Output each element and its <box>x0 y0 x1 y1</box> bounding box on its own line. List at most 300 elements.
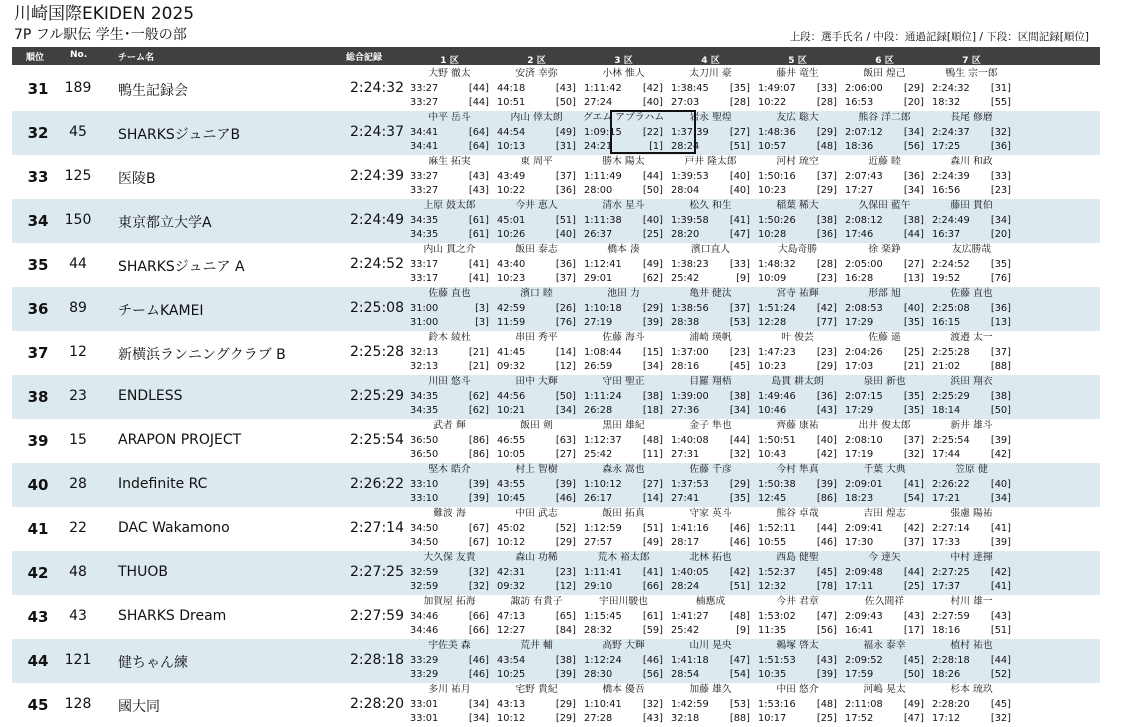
leg-cell <box>928 375 1015 419</box>
passing-record-line <box>580 214 667 229</box>
split-record-line <box>580 624 667 639</box>
split-record-line <box>406 184 493 199</box>
runner-name: 楠應成 <box>695 596 726 607</box>
leg-cell <box>667 155 754 199</box>
team-name: チームKAMEI <box>118 303 204 319</box>
split-record-line <box>493 624 580 639</box>
passing-record: 1:49:46 <box>758 390 796 402</box>
split-rank: [40] <box>555 229 576 240</box>
split-record-line <box>841 140 928 155</box>
leg-cell <box>928 199 1015 243</box>
table-row <box>12 111 1100 155</box>
team-number: 12 <box>69 344 87 360</box>
leg-cell <box>580 243 667 287</box>
leg-cell <box>667 331 754 375</box>
passing-record-line <box>841 522 928 537</box>
split-record: 27:57 <box>584 537 613 548</box>
split-record: 28:00 <box>584 185 613 196</box>
passing-rank: [37] <box>816 170 837 182</box>
runner-name: 徐 楽錚 <box>868 244 901 255</box>
split-rank: [20] <box>903 97 924 108</box>
passing-rank: [15] <box>642 346 663 358</box>
split-rank: [48] <box>816 141 837 152</box>
header-leg-6: 6 区 <box>875 56 894 66</box>
split-rank: [46] <box>468 669 489 680</box>
passing-record: 1:47:23 <box>758 346 796 358</box>
passing-rank: [45] <box>816 566 837 578</box>
table-row <box>12 639 1100 683</box>
split-record: 36:50 <box>410 449 439 460</box>
passing-record: 2:09:41 <box>845 522 883 534</box>
split-record: 17:46 <box>845 229 874 240</box>
passing-record-line <box>928 82 1015 97</box>
passing-rank: [49] <box>903 698 924 710</box>
leg-cell <box>928 331 1015 375</box>
passing-rank: [29] <box>816 126 837 138</box>
leg-cell <box>580 331 667 375</box>
passing-record: 1:12:37 <box>584 434 622 446</box>
leg-cell <box>928 111 1015 155</box>
passing-record-line <box>754 82 841 97</box>
runner-name: 河嶋 晃太 <box>863 684 906 695</box>
split-record-line <box>841 668 928 683</box>
team-rank: 31 <box>27 80 49 98</box>
passing-record: 1:10:12 <box>584 478 622 490</box>
passing-rank: [41] <box>990 522 1011 534</box>
split-rank: [29] <box>555 537 576 548</box>
leg-cell <box>841 155 928 199</box>
split-record-line <box>493 404 580 419</box>
passing-record: 33:29 <box>410 654 439 666</box>
team-rank: 32 <box>27 124 49 142</box>
runner-name: 上原 鼓太郎 <box>423 200 476 211</box>
header-no: No. <box>70 50 88 60</box>
split-record: 28:54 <box>671 669 700 680</box>
leg-cell <box>841 199 928 243</box>
leg-cell <box>406 67 493 111</box>
passing-record: 2:27:14 <box>932 522 970 534</box>
passing-record-line <box>580 302 667 317</box>
runner-name: 濱口 睦 <box>520 288 553 299</box>
split-rank: [66] <box>642 581 663 592</box>
team-number: 121 <box>64 652 92 668</box>
passing-record: 43:40 <box>497 258 526 270</box>
passing-record-line <box>406 522 493 537</box>
split-rank: [42] <box>816 449 837 460</box>
leg-cell <box>928 67 1015 111</box>
team-number: 23 <box>69 388 87 404</box>
split-record: 10:51 <box>497 97 526 108</box>
split-rank: [39] <box>555 669 576 680</box>
table-header <box>12 47 1100 65</box>
team-rank: 40 <box>27 476 49 494</box>
leg-cell <box>928 595 1015 639</box>
team-total-time: 2:27:59 <box>350 608 404 624</box>
passing-rank: [23] <box>816 346 837 358</box>
split-record-line <box>667 272 754 287</box>
passing-rank: [42] <box>990 566 1011 578</box>
leg-cell <box>667 639 754 683</box>
split-record: 27:24 <box>584 97 613 108</box>
split-record-line <box>754 668 841 683</box>
passing-record-line <box>754 302 841 317</box>
leg-cell <box>841 111 928 155</box>
split-record-line <box>493 580 580 595</box>
split-rank: [40] <box>729 185 750 196</box>
passing-rank: [63] <box>555 434 576 446</box>
team-rank: 44 <box>27 652 49 670</box>
passing-record: 1:38:23 <box>671 258 709 270</box>
split-rank: [46] <box>729 537 750 548</box>
table-row <box>12 595 1100 639</box>
passing-rank: [34] <box>903 126 924 138</box>
passing-rank: [22] <box>642 126 663 138</box>
leg-cell <box>406 595 493 639</box>
passing-record: 1:50:38 <box>758 478 796 490</box>
leg-cell <box>580 507 667 551</box>
runner-name: 諏訪 有貴子 <box>510 596 563 607</box>
passing-record: 2:27:25 <box>932 566 970 578</box>
runner-name: 亀井 健汰 <box>689 288 732 299</box>
passing-record: 33:01 <box>410 698 439 710</box>
team-rank: 43 <box>27 608 49 626</box>
split-rank: [43] <box>816 405 837 416</box>
split-rank: [21] <box>468 361 489 372</box>
header-leg-2: 2 区 <box>527 56 546 66</box>
split-record-line <box>667 404 754 419</box>
passing-rank: [38] <box>816 214 837 226</box>
runner-name: 飯田 拓真 <box>602 508 645 519</box>
leg-cell <box>406 551 493 595</box>
split-record-line <box>928 360 1015 375</box>
passing-record-line <box>406 698 493 713</box>
split-record: 28:16 <box>671 361 700 372</box>
passing-rank: [29] <box>642 302 663 314</box>
split-record-line <box>493 668 580 683</box>
header-leg-3: 3 区 <box>614 56 633 66</box>
leg-cell <box>754 639 841 683</box>
passing-record-line <box>841 478 928 493</box>
team-rank: 39 <box>27 432 49 450</box>
leg-cell <box>754 67 841 111</box>
passing-record: 1:12:41 <box>584 258 622 270</box>
leg-cell <box>841 331 928 375</box>
row-legend: 上段：選手氏名 / 中段：通過記録[順位] / 下段：区間記録[順位] <box>789 31 1089 43</box>
leg-cell <box>928 155 1015 199</box>
split-record-line <box>580 228 667 243</box>
passing-rank: [32] <box>642 698 663 710</box>
passing-record: 31:00 <box>410 302 439 314</box>
split-record: 12:32 <box>758 581 787 592</box>
team-total-time: 2:28:18 <box>350 652 404 668</box>
passing-record-line <box>406 214 493 229</box>
split-record-line <box>841 448 928 463</box>
leg-cell <box>928 683 1015 727</box>
passing-rank: [27] <box>903 258 924 270</box>
split-rank: [54] <box>729 669 750 680</box>
runner-name: 戸井 隆太郎 <box>684 156 737 167</box>
passing-record: 34:41 <box>410 126 439 138</box>
split-record: 10:21 <box>497 405 526 416</box>
runner-name: 藤田 貫伯 <box>950 200 993 211</box>
passing-rank: [27] <box>642 478 663 490</box>
passing-record: 1:53:02 <box>758 610 796 622</box>
split-record-line <box>928 140 1015 155</box>
passing-rank: [38] <box>555 654 576 666</box>
split-record: 10:23 <box>497 273 526 284</box>
passing-record-line <box>667 566 754 581</box>
passing-record-line <box>754 434 841 449</box>
split-record: 28:17 <box>671 537 700 548</box>
leg-cell <box>493 507 580 551</box>
split-record-line <box>667 712 754 727</box>
table-row <box>12 375 1100 419</box>
team-name: SHARKSジュニア A <box>118 259 245 275</box>
split-record: 17:30 <box>845 537 874 548</box>
leg-cell <box>493 595 580 639</box>
runner-name: 荒木 裕太郎 <box>597 552 650 563</box>
leg-cell <box>667 375 754 419</box>
split-record: 17:29 <box>845 317 874 328</box>
split-record-line <box>928 316 1015 331</box>
passing-record: 1:12:59 <box>584 522 622 534</box>
passing-record-line <box>493 214 580 229</box>
split-record-line <box>580 492 667 507</box>
split-rank: [88] <box>990 361 1011 372</box>
passing-rank: [43] <box>990 610 1011 622</box>
passing-record-line <box>928 566 1015 581</box>
runner-name: 内山 倖太朗 <box>510 112 563 123</box>
passing-record-line <box>493 346 580 361</box>
split-record-line <box>580 404 667 419</box>
split-record: 16:53 <box>845 97 874 108</box>
passing-rank: [29] <box>555 698 576 710</box>
runner-name: 宇佐美 森 <box>428 640 471 651</box>
passing-record: 1:11:38 <box>584 214 622 226</box>
header-leg-4: 4 区 <box>701 56 720 66</box>
passing-record: 1:08:44 <box>584 346 622 358</box>
passing-rank: [40] <box>729 170 750 182</box>
split-record-line <box>667 580 754 595</box>
runner-name: 難波 海 <box>433 508 466 519</box>
runner-name: 久保田 藍午 <box>858 200 911 211</box>
runner-name: 岩永 聖煌 <box>689 112 732 123</box>
split-record: 10:57 <box>758 141 787 152</box>
passing-record: 1:15:45 <box>584 610 622 622</box>
team-number: 89 <box>69 300 87 316</box>
leg-cell <box>928 419 1015 463</box>
passing-rank: [33] <box>816 82 837 94</box>
split-rank: [32] <box>729 449 750 460</box>
passing-rank: [66] <box>468 610 489 622</box>
passing-record-line <box>406 258 493 273</box>
passing-record-line <box>580 170 667 185</box>
split-rank: [56] <box>903 141 924 152</box>
split-rank: [35] <box>903 405 924 416</box>
runner-name: 守家 英斗 <box>689 508 732 519</box>
runner-name: 中村 達揮 <box>950 552 993 563</box>
passing-rank: [46] <box>468 654 489 666</box>
split-record: 26:17 <box>584 493 613 504</box>
passing-record: 1:50:51 <box>758 434 796 446</box>
runner-name: 鵜塚 啓太 <box>776 640 819 651</box>
passing-record-line <box>667 698 754 713</box>
split-rank: [31] <box>555 141 576 152</box>
split-rank: [42] <box>990 449 1011 460</box>
passing-record: 44:54 <box>497 126 526 138</box>
table-row <box>12 683 1100 727</box>
runner-name: 宮寺 祐輝 <box>776 288 819 299</box>
leg-cell <box>841 243 928 287</box>
team-number: 15 <box>69 432 87 448</box>
passing-record: 2:11:08 <box>845 698 883 710</box>
runner-name: 橋本 湊 <box>607 244 640 255</box>
split-record: 10:55 <box>758 537 787 548</box>
leg-cell <box>841 595 928 639</box>
leg-cell <box>928 287 1015 331</box>
split-rank: [52] <box>990 669 1011 680</box>
passing-rank: [38] <box>729 390 750 402</box>
runner-name: 新井 雄斗 <box>950 420 993 431</box>
split-record-line <box>928 404 1015 419</box>
leg-cell <box>754 155 841 199</box>
runner-name: 叶 俊芸 <box>781 332 814 343</box>
split-record: 10:23 <box>758 361 787 372</box>
split-record: 17:11 <box>845 581 874 592</box>
team-rank: 37 <box>27 344 49 362</box>
passing-rank: [36] <box>903 170 924 182</box>
split-record-line <box>754 404 841 419</box>
split-record: 27:03 <box>671 97 700 108</box>
leg-cell <box>754 287 841 331</box>
split-record-line <box>928 580 1015 595</box>
runner-name: 森川 和政 <box>950 156 993 167</box>
leg-cell <box>580 595 667 639</box>
passing-record: 2:08:12 <box>845 214 883 226</box>
runner-name: 佐藤 直也 <box>950 288 993 299</box>
passing-record: 1:51:53 <box>758 654 796 666</box>
highlight-box <box>610 110 696 154</box>
team-name: ENDLESS <box>118 388 183 404</box>
leg-cell <box>580 199 667 243</box>
split-rank: [84] <box>555 625 576 636</box>
split-record: 27:28 <box>584 713 613 724</box>
split-record-line <box>580 580 667 595</box>
split-record: 29:01 <box>584 273 613 284</box>
passing-rank: [23] <box>555 566 576 578</box>
team-rank: 45 <box>27 696 49 714</box>
passing-record: 44:18 <box>497 82 526 94</box>
split-rank: [25] <box>903 581 924 592</box>
leg-cell <box>580 463 667 507</box>
passing-record: 2:26:22 <box>932 478 970 490</box>
leg-cell <box>493 155 580 199</box>
leg-cell <box>754 111 841 155</box>
passing-record-line <box>580 654 667 669</box>
runner-name: 大島奇勝 <box>777 244 818 255</box>
passing-record-line <box>406 654 493 669</box>
runner-name: 今村 隼真 <box>776 464 819 475</box>
passing-record: 2:27:59 <box>932 610 970 622</box>
leg-cell <box>754 243 841 287</box>
passing-record-line <box>841 698 928 713</box>
passing-record: 42:31 <box>497 566 526 578</box>
split-record: 17:33 <box>932 537 961 548</box>
split-rank: [13] <box>990 317 1011 328</box>
split-record-line <box>841 96 928 111</box>
runner-name: 今井 恵人 <box>515 200 558 211</box>
passing-record: 1:11:49 <box>584 170 622 182</box>
runner-name: 友広勝哉 <box>951 244 992 255</box>
leg-cell <box>667 507 754 551</box>
passing-record: 2:07:12 <box>845 126 883 138</box>
split-rank: [76] <box>555 317 576 328</box>
passing-record-line <box>406 478 493 493</box>
split-record: 10:23 <box>758 185 787 196</box>
split-record-line <box>580 536 667 551</box>
split-rank: [25] <box>642 229 663 240</box>
passing-record-line <box>928 346 1015 361</box>
split-rank: [59] <box>642 625 663 636</box>
split-record-line <box>841 360 928 375</box>
split-rank: [27] <box>555 449 576 460</box>
passing-record: 2:04:26 <box>845 346 883 358</box>
passing-record-line <box>580 610 667 625</box>
passing-rank: [40] <box>816 434 837 446</box>
split-record-line <box>667 360 754 375</box>
runner-name: 島貫 耕太朗 <box>771 376 824 387</box>
passing-record: 2:28:20 <box>932 698 970 710</box>
split-rank: [34] <box>555 405 576 416</box>
leg-cell <box>667 67 754 111</box>
passing-rank: [43] <box>816 654 837 666</box>
split-record: 10:26 <box>497 229 526 240</box>
table-row <box>12 287 1100 331</box>
team-number: 150 <box>64 212 92 228</box>
table-row <box>12 199 1100 243</box>
split-record: 17:52 <box>845 713 874 724</box>
passing-rank: [52] <box>555 522 576 534</box>
passing-record: 1:41:18 <box>671 654 709 666</box>
split-record: 25:42 <box>584 449 613 460</box>
passing-rank: [50] <box>555 390 576 402</box>
passing-record-line <box>667 82 754 97</box>
passing-record-line <box>928 610 1015 625</box>
leg-cell <box>493 551 580 595</box>
leg-cell <box>841 67 928 111</box>
passing-record: 34:35 <box>410 214 439 226</box>
split-rank: [25] <box>816 713 837 724</box>
split-rank: [53] <box>729 317 750 328</box>
split-rank: [9] <box>736 273 750 284</box>
passing-rank: [44] <box>990 654 1011 666</box>
split-record-line <box>841 184 928 199</box>
passing-rank: [44] <box>816 522 837 534</box>
split-rank: [66] <box>468 625 489 636</box>
split-record-line <box>493 140 580 155</box>
split-rank: [28] <box>729 97 750 108</box>
passing-rank: [49] <box>642 258 663 270</box>
passing-record-line <box>493 610 580 625</box>
leg-cell <box>928 463 1015 507</box>
passing-record-line <box>493 126 580 141</box>
passing-record: 2:25:54 <box>932 434 970 446</box>
passing-record: 2:28:18 <box>932 654 970 666</box>
team-name: 新横浜ランニングクラブ B <box>118 347 286 363</box>
split-rank: [17] <box>903 625 924 636</box>
split-record: 33:27 <box>410 185 439 196</box>
leg-cell <box>754 199 841 243</box>
